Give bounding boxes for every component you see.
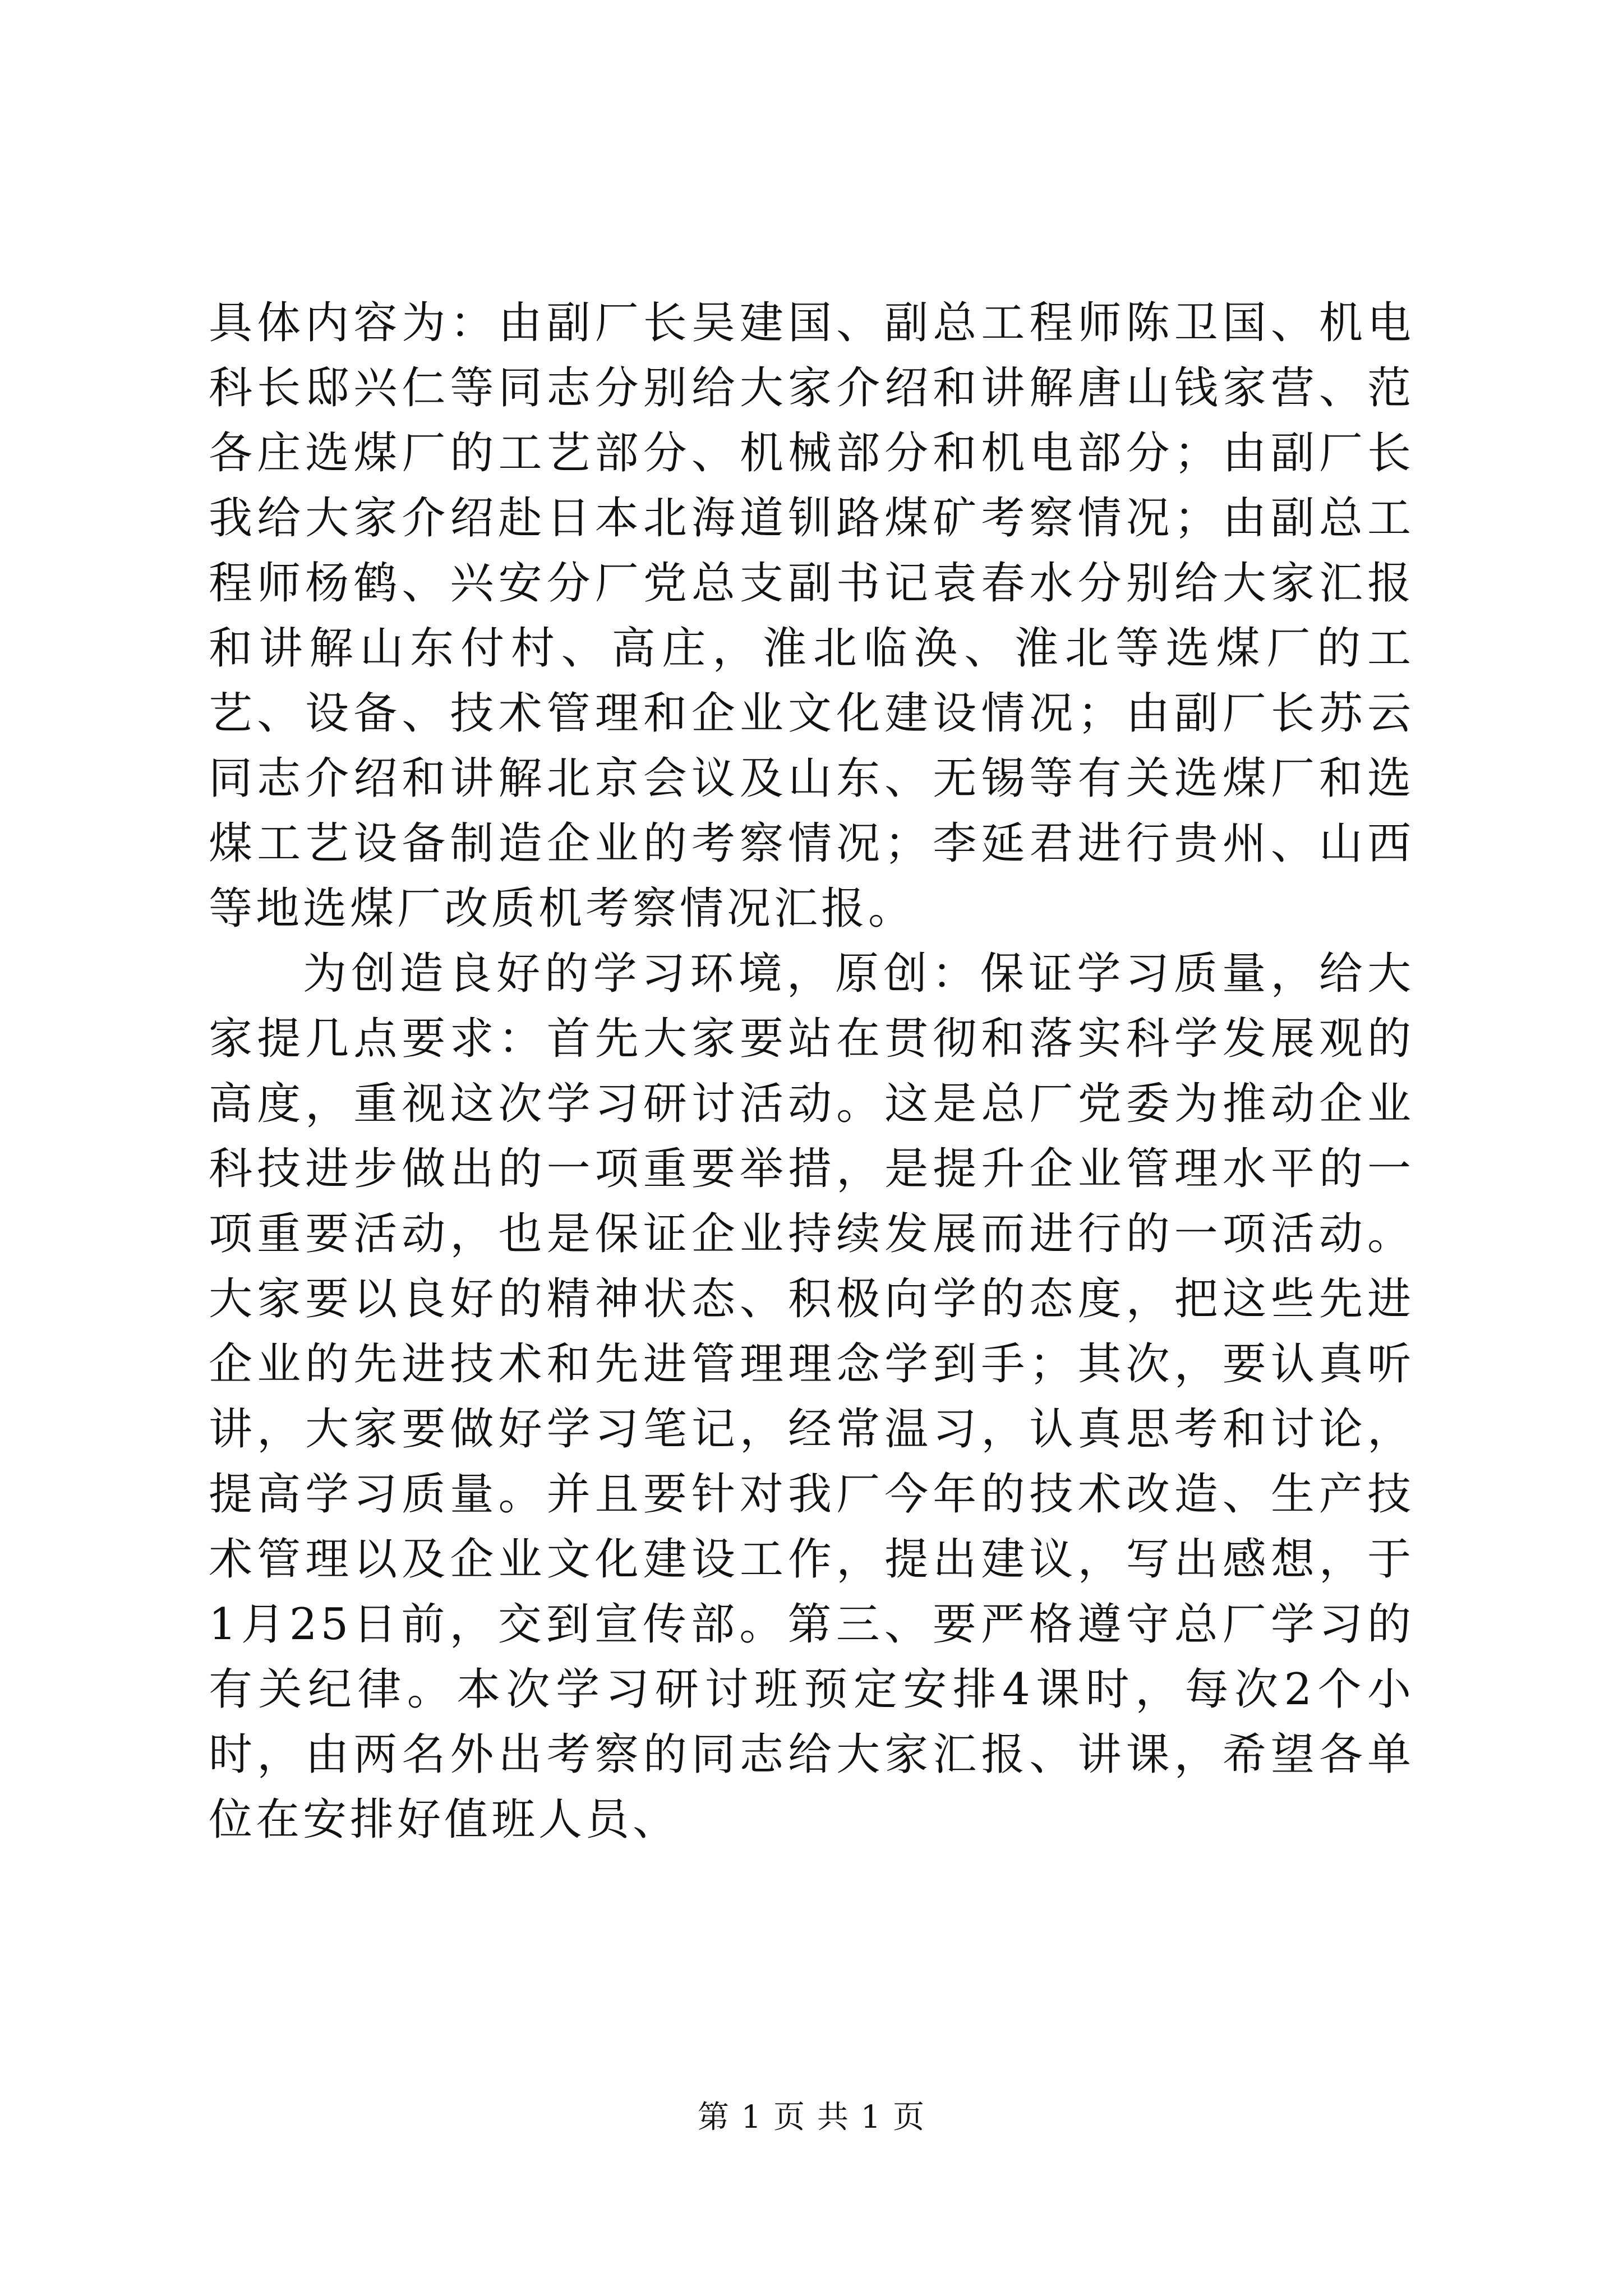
document-body: [209, 291, 1414, 1852]
paragraph-1: 具体内容为：由副厂长吴建国、副总工程师陈卫国、机电科长邸兴仁等同志分别给大家介绍和讲解唐山钱家营、范各庄选煤厂的工艺部分、机械部分和机电部分；由副厂长我给大家介绍赴日本北海道钏路煤矿考察情况；由副总工程师杨鹤、兴安分厂党总支副书记袁春水分别给大家汇报和讲解山东付村、高庄，淮北临涣、淮北等选煤厂的工艺、设备、技术管理和企业文化建设情况；由副厂长苏云同志介绍和讲解北京会议及山东、无锡等有关选煤厂和选煤工艺设备制造企业的考察情况；李延君进行贵州、山西等地选煤厂改质机考察情况汇报。: [209, 298, 1414, 934]
paragraph-2: 为创造良好的学习环境，原创：保证学习质量，给大家提几点要求：首先大家要站在贯彻和落实科学发展观的高度，重视这次学习研讨活动。这是总厂党委为推动企业科技进步做出的一项重要举措，是提升企业管理水平的一项重要活动，也是保证企业持续发展而进行的一项活动。大家要以良好的精神状态、积极向学的态度，把这些先进企业的先进技术和先进管理理念学到手；其次，要认真听讲，大家要做好学习笔记，经常温习，认真思考和讨论，提高学习质量。并且要针对我厂今年的技术改造、生产技术管理以及企业文化建设工作，提出建议，写出感想，于1月25日前，交到宣传部。第三、要严格遵守总厂学习的有关纪律。本次学习研讨班预定安排4课时，每次2个小时，由两名外出考察的同志给大家汇报、讲课，希望各单位在安排好值班人员、: [209, 949, 1414, 1845]
page-footer: 第 1 页 共 1 页: [697, 2099, 926, 2136]
